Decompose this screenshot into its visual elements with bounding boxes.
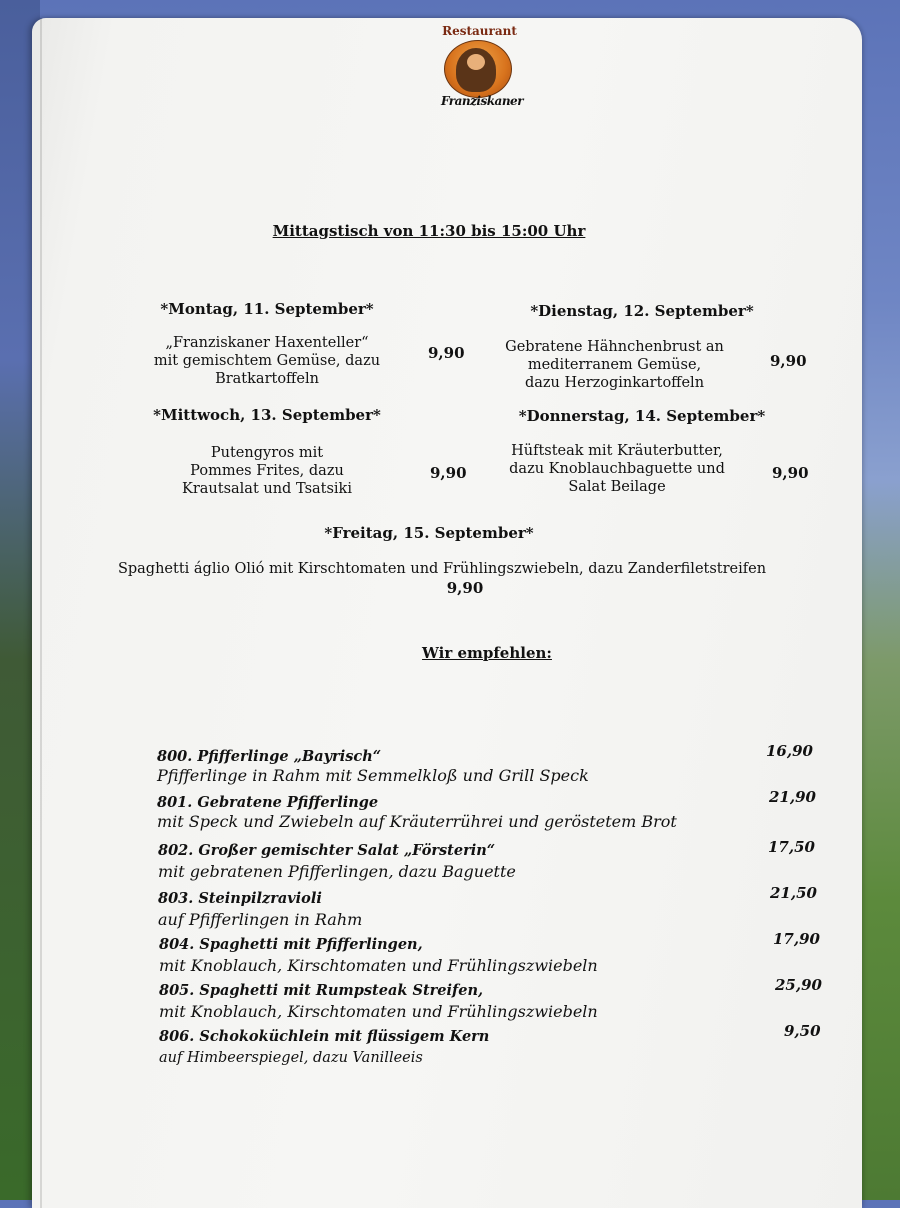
rec-desc-805: mit Knoblauch, Kirschtomaten und Frühlingszwiebeln [159, 1002, 598, 1021]
rec-title-806: 806. Schokoküchlein mit flüssigem Kern [159, 1028, 490, 1045]
monk-face-icon [467, 54, 485, 70]
dish-line: dazu Knoblauchbaguette und [509, 461, 725, 477]
rec-price-800: 16,90 [766, 742, 813, 760]
rec-title-800: 800. Pfifferlinge „Bayrisch“ [157, 748, 382, 765]
rec-title-804: 804. Spaghetti mit Pfifferlingen, [159, 936, 423, 953]
restaurant-logo [432, 24, 527, 114]
rec-price-805: 25,90 [775, 976, 822, 994]
day-thursday: *Donnerstag, 14. September* [518, 407, 766, 425]
rec-price-802: 17,50 [768, 838, 815, 856]
price-friday: 9,90 [446, 579, 484, 597]
menu-page [32, 18, 862, 1208]
dish-line: Pommes Frites, dazu [190, 463, 344, 479]
dish-friday: Spaghetti áglio Olió mit Kirschtomaten und Frühlingszwiebeln, dazu Zanderfiletstreifen [117, 561, 767, 577]
rec-desc-803: auf Pfifferlingen in Rahm [158, 910, 363, 929]
dish-line: Hüftsteak mit Kräuterbutter, [511, 443, 723, 459]
dish-line: mit gemischtem Gemüse, dazu [153, 353, 381, 369]
price-tuesday: 9,90 [770, 352, 807, 370]
rec-desc-802: mit gebratenen Pfifferlingen, dazu Baguette [158, 862, 516, 881]
dish-line: Bratkartoffeln [215, 371, 319, 387]
dish-line: mediterranem Gemüse, [527, 357, 702, 373]
dish-line: „Franziskaner Haxenteller“ [165, 335, 369, 351]
rec-title-805: 805. Spaghetti mit Rumpsteak Streifen, [159, 982, 484, 999]
price-wednesday: 9,90 [430, 464, 467, 482]
rec-title-802: 802. Großer gemischter Salat „Försterin“ [158, 842, 496, 859]
dish-line: Putengyros mit [210, 445, 324, 461]
rec-price-806: 9,50 [784, 1022, 821, 1040]
rec-desc-801: mit Speck und Zwiebeln auf Kräuterrührei und geröstetem Brot [157, 812, 677, 831]
day-friday: *Freitag, 15. September* [324, 524, 534, 542]
rec-title-803: 803. Steinpilzravioli [158, 890, 322, 907]
rec-desc-800: Pfifferlinge in Rahm mit Semmelkloß und Grill Speck [157, 766, 589, 785]
price-thursday: 9,90 [772, 464, 809, 482]
day-wednesday: *Mittwoch, 13. September* [153, 406, 381, 424]
dish-line: Salat Beilage [568, 479, 666, 495]
rec-desc-804: mit Knoblauch, Kirschtomaten und Frühlingszwiebeln [159, 956, 598, 975]
dish-wednesday [132, 444, 402, 498]
dish-thursday [487, 442, 747, 496]
dish-line: dazu Herzoginkartoffeln [524, 375, 705, 391]
rec-price-804: 17,90 [773, 930, 820, 948]
lunch-heading: Mittagstisch von 11:30 bis 15:00 Uhr [272, 222, 586, 240]
logo-top-text: Restaurant [442, 24, 517, 38]
day-monday: *Montag, 11. September* [160, 300, 374, 318]
logo-bottom-text: Franziskaner [440, 94, 524, 108]
dish-monday [132, 334, 402, 388]
recommend-heading: Wir empfehlen: [422, 644, 552, 662]
price-monday: 9,90 [428, 344, 465, 362]
rec-desc-806: auf Himbeerspiegel, dazu Vanilleeis [159, 1050, 423, 1066]
rec-title-801: 801. Gebratene Pfifferlinge [157, 794, 379, 811]
rec-price-801: 21,90 [769, 788, 816, 806]
dish-tuesday [487, 338, 742, 392]
rec-price-803: 21,50 [770, 884, 817, 902]
dish-line: Gebratene Hähnchenbrust an [505, 339, 724, 355]
day-tuesday: *Dienstag, 12. September* [530, 302, 754, 320]
dish-line: Krautsalat und Tsatsiki [182, 481, 352, 497]
